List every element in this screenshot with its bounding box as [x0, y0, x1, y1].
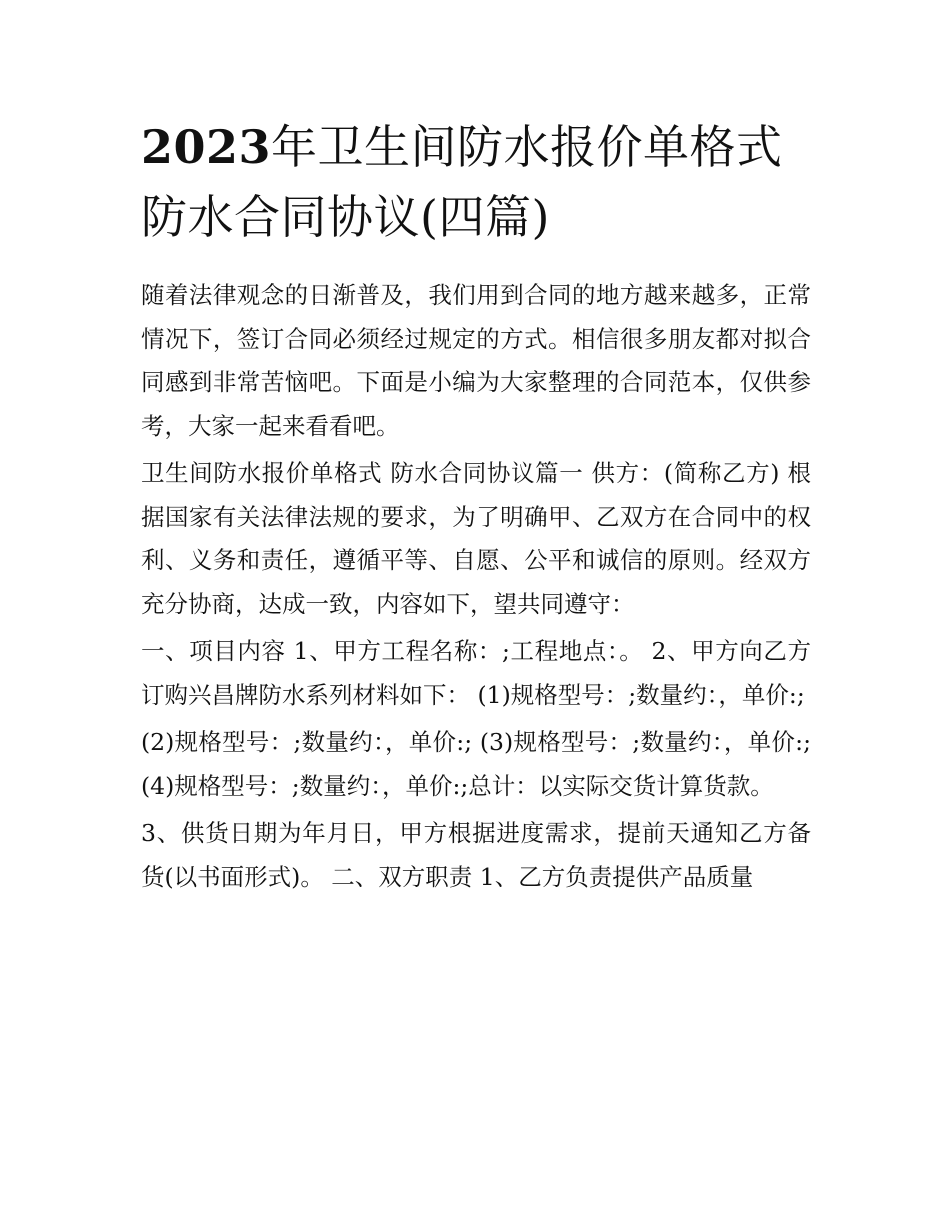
- document-page: [141, 112, 811, 899]
- document-body: [141, 274, 811, 899]
- title-text: 年卫生间防水报价单格式防水合同协议(四篇): [141, 120, 783, 244]
- contract-preamble-paragraph: 卫生间防水报价单格式 防水合同协议篇一 供方：(简称乙方) 根据国家有关法律法规的要求，为了明确甲、乙双方在合同中的权利、义务和责任，遵循平等、自愿、公平和诚信的原则。经双方充分协商，达成一致，内容如下，望共同遵守：: [141, 459, 811, 618]
- title-year: 2023: [141, 120, 272, 174]
- document-title: [141, 112, 811, 252]
- project-content-paragraph: 一、项目内容 1、甲方工程名称：;工程地点：。 2、甲方向乙方订购兴昌牌防水系列材料如下： (1)规格型号：;数量约：，单价:;: [141, 637, 811, 709]
- specifications-paragraph: (2)规格型号：;数量约：，单价:; (3)规格型号：;数量约：，单价:; (4)规格型号：;数量约：，单价:;总计：以实际交货计算货款。: [141, 728, 811, 800]
- intro-paragraph: 随着法律观念的日渐普及，我们用到合同的地方越来越多，正常情况下，签订合同必须经过规定的方式。相信很多朋友都对拟合同感到非常苦恼吧。下面是小编为大家整理的合同范本，仅供参考，大家一起来看看吧。: [141, 281, 811, 440]
- delivery-paragraph: 3、供货日期为年月日，甲方根据进度需求，提前天通知乙方备货(以书面形式)。 二、双方职责 1、乙方负责提供产品质量: [141, 819, 811, 891]
